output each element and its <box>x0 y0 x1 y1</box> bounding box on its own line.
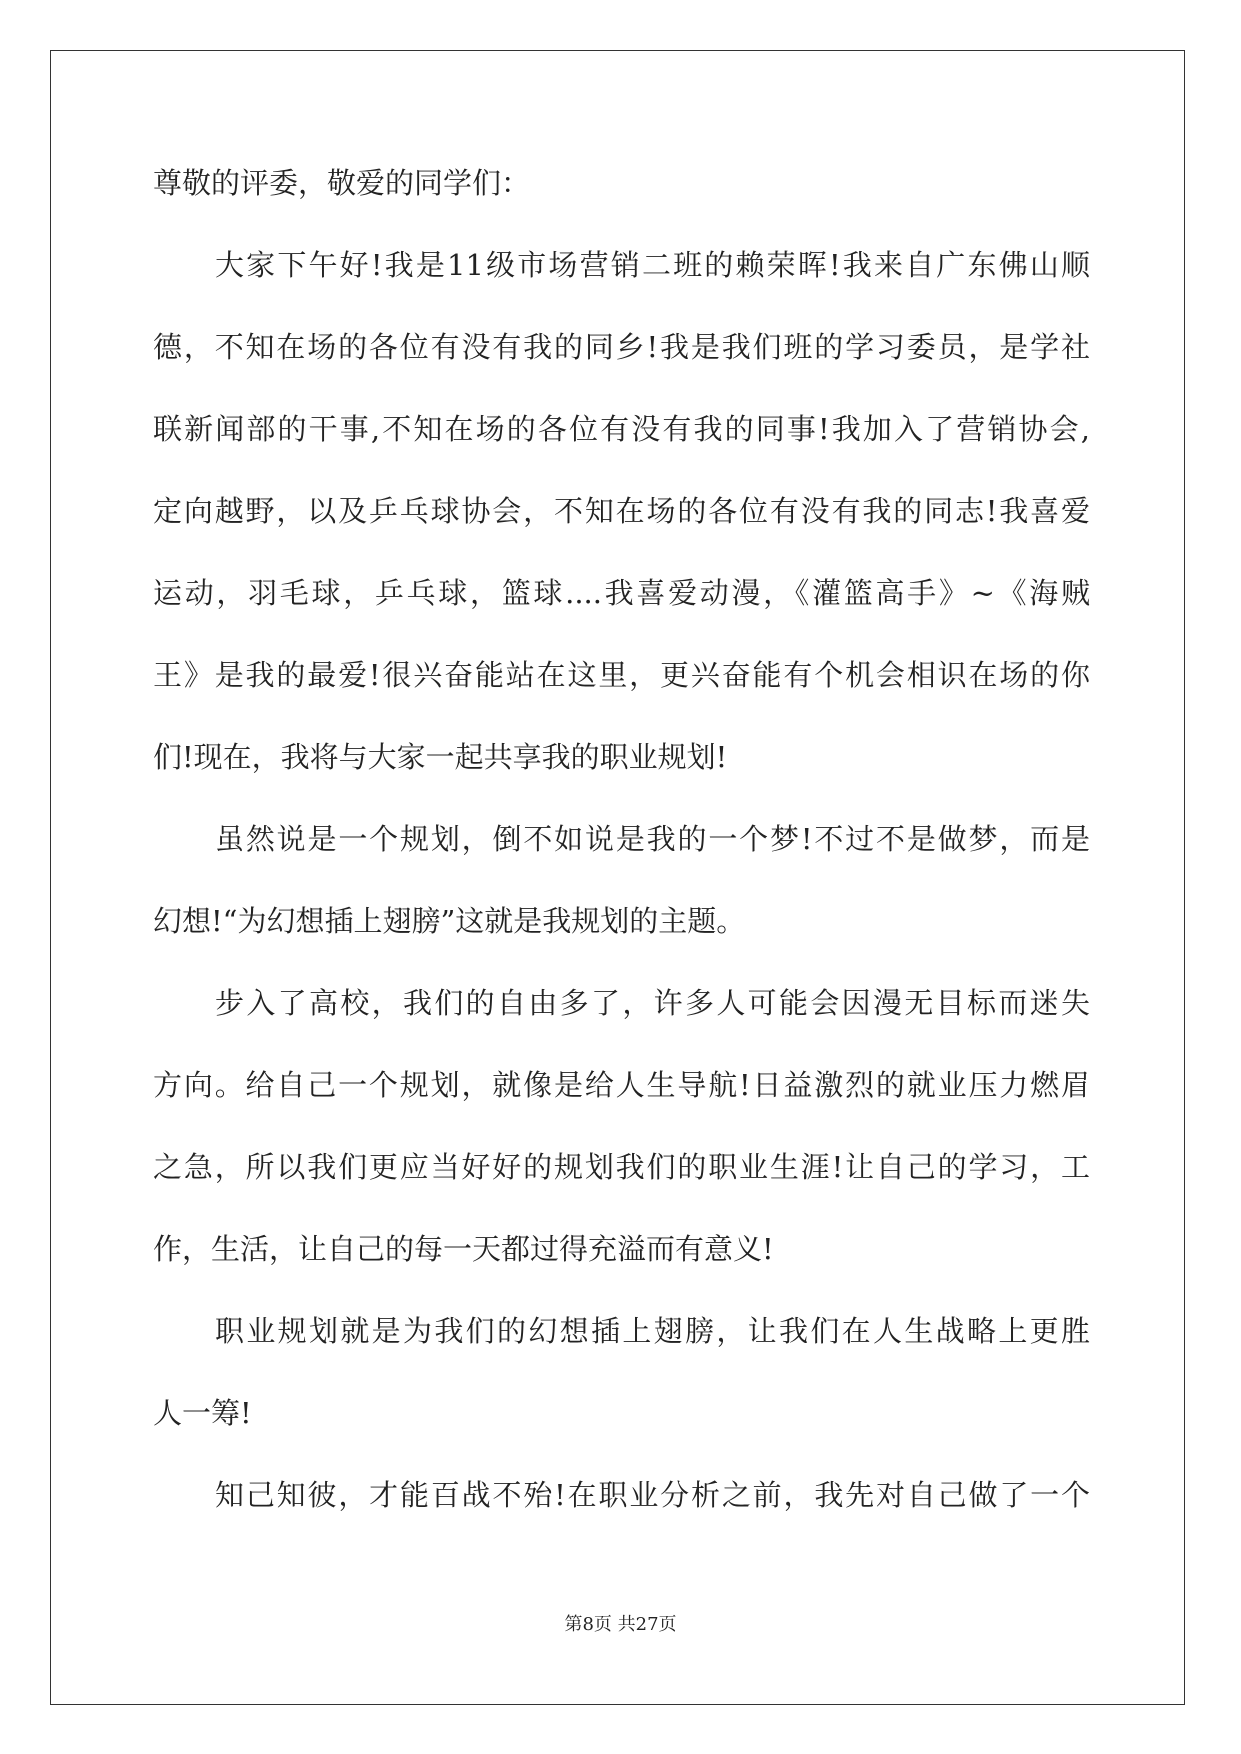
text-line: 职业规划就是为我们的幻想插上翅膀，让我们在人生战略上更胜 <box>215 1314 1090 1348</box>
text-line: 王》是我的最爱!很兴奋能站在这里，更兴奋能有个机会相识在场的你 <box>153 658 1090 692</box>
text-line: 定向越野，以及乒乓球协会，不知在场的各位有没有我的同志!我喜爱 <box>153 494 1090 528</box>
text-line: 之急，所以我们更应当好好的规划我们的职业生涯!让自己的学习，工 <box>153 1150 1090 1184</box>
text-line: 德，不知在场的各位有没有我的同乡!我是我们班的学习委员，是学社 <box>153 330 1090 364</box>
text-line: 运动，羽毛球，乒乓球，篮球....我喜爱动漫，《灌篮高手》~《海贼 <box>153 576 1090 610</box>
text-line: 尊敬的评委，敬爱的同学们： <box>153 166 531 200</box>
text-line: 知己知彼，才能百战不殆!在职业分析之前，我先对自己做了一个 <box>215 1478 1090 1512</box>
text-line: 人一筹! <box>153 1396 252 1430</box>
text-line: 作，生活，让自己的每一天都过得充溢而有意义! <box>153 1232 774 1266</box>
text-line: 大家下午好!我是11级市场营销二班的赖荣晖!我来自广东佛山顺 <box>215 248 1090 282</box>
text-line: 步入了高校，我们的自由多了，许多人可能会因漫无目标而迷失 <box>215 986 1090 1020</box>
document-body <box>153 158 1090 1552</box>
text-line: 们!现在，我将与大家一起共享我的职业规划! <box>153 740 728 774</box>
text-line: 联新闻部的干事,不知在场的各位有没有我的同事!我加入了营销协会, <box>153 412 1090 446</box>
page-number-footer: 第8页 共27页 <box>564 1614 677 1635</box>
text-line: 虽然说是一个规划，倒不如说是我的一个梦!不过不是做梦，而是 <box>215 822 1090 856</box>
text-line: 幻想!“为幻想插上翅膀”这就是我规划的主题。 <box>153 904 746 938</box>
text-line: 方向。给自己一个规划，就像是给人生导航!日益激烈的就业压力燃眉 <box>153 1068 1090 1102</box>
